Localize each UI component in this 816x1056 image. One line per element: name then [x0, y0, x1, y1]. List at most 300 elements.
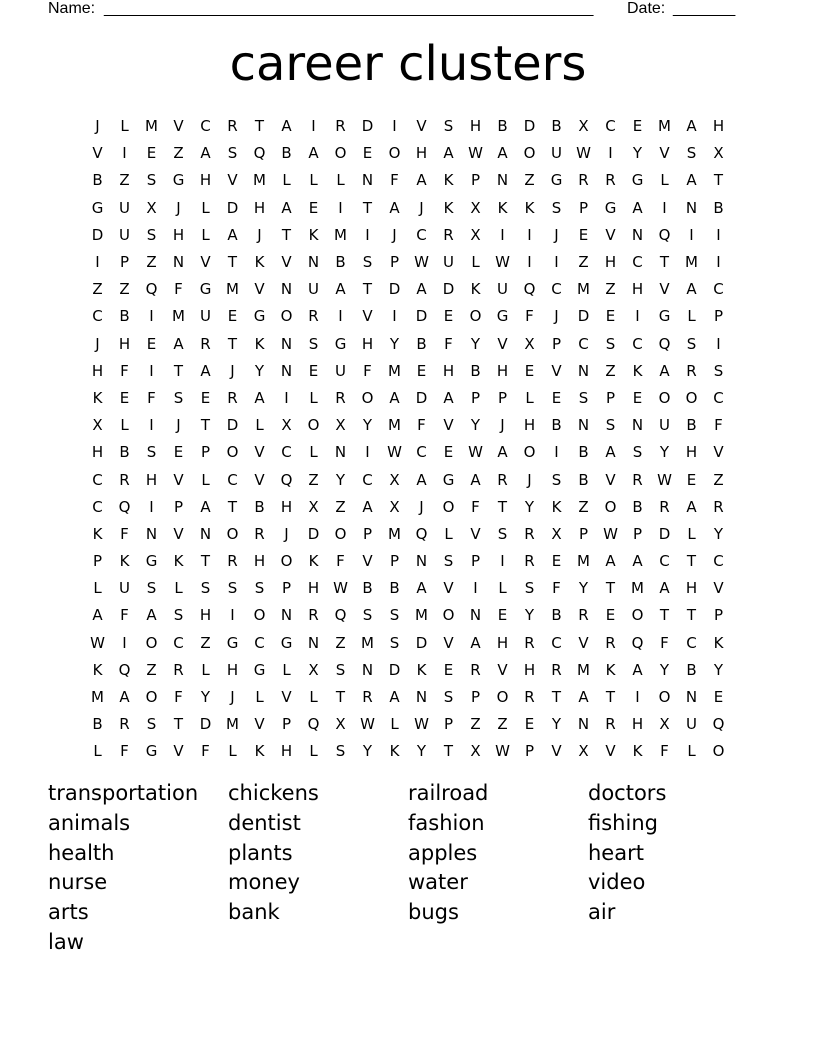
- grid-letter[interactable]: O: [334, 524, 347, 543]
- grid-letter[interactable]: B: [578, 470, 589, 489]
- grid-letter[interactable]: K: [551, 497, 562, 516]
- grid-letter[interactable]: B: [281, 144, 292, 163]
- grid-letter[interactable]: S: [443, 688, 454, 707]
- grid-letter[interactable]: S: [686, 144, 697, 163]
- grid-letter[interactable]: R: [659, 497, 670, 516]
- grid-letter[interactable]: C: [173, 633, 184, 652]
- grid-letter[interactable]: W: [333, 579, 348, 598]
- grid-letter[interactable]: G: [280, 633, 293, 652]
- grid-letter[interactable]: N: [496, 171, 509, 190]
- grid-letter[interactable]: F: [471, 497, 480, 516]
- grid-letter[interactable]: R: [227, 388, 238, 407]
- grid-letter[interactable]: K: [254, 334, 265, 353]
- grid-letter[interactable]: A: [92, 606, 103, 625]
- grid-letter[interactable]: N: [361, 660, 374, 679]
- grid-letter[interactable]: S: [389, 606, 400, 625]
- grid-letter[interactable]: T: [200, 552, 211, 571]
- grid-letter[interactable]: A: [443, 144, 454, 163]
- grid-letter[interactable]: H: [253, 552, 266, 571]
- grid-letter[interactable]: N: [415, 552, 428, 571]
- grid-letter[interactable]: T: [659, 253, 670, 272]
- grid-letter[interactable]: C: [605, 117, 616, 136]
- grid-letter[interactable]: K: [524, 198, 535, 217]
- grid-letter[interactable]: X: [308, 660, 319, 679]
- grid-letter[interactable]: L: [525, 388, 534, 407]
- grid-letter[interactable]: S: [713, 361, 724, 380]
- grid-letter[interactable]: P: [281, 579, 292, 598]
- grid-letter[interactable]: Y: [632, 144, 643, 163]
- grid-letter[interactable]: J: [392, 225, 397, 244]
- grid-letter[interactable]: L: [255, 416, 264, 435]
- grid-letter[interactable]: A: [200, 497, 211, 516]
- grid-letter[interactable]: F: [363, 361, 372, 380]
- grid-letter[interactable]: B: [362, 579, 373, 598]
- grid-letter[interactable]: Z: [146, 660, 157, 679]
- grid-letter[interactable]: N: [577, 416, 590, 435]
- grid-letter[interactable]: I: [338, 307, 343, 326]
- grid-letter[interactable]: W: [576, 144, 591, 163]
- grid-letter[interactable]: T: [659, 606, 670, 625]
- grid-letter[interactable]: V: [443, 579, 454, 598]
- grid-letter[interactable]: E: [308, 361, 319, 380]
- grid-letter[interactable]: I: [635, 307, 640, 326]
- grid-letter[interactable]: H: [199, 606, 212, 625]
- grid-letter[interactable]: A: [254, 388, 265, 407]
- grid-letter[interactable]: O: [280, 552, 293, 571]
- grid-letter[interactable]: Q: [280, 470, 293, 489]
- grid-letter[interactable]: Q: [145, 280, 158, 299]
- grid-letter[interactable]: Q: [334, 606, 347, 625]
- grid-letter[interactable]: H: [361, 334, 374, 353]
- grid-letter[interactable]: E: [443, 443, 454, 462]
- grid-letter[interactable]: B: [92, 171, 103, 190]
- grid-letter[interactable]: I: [149, 497, 154, 516]
- grid-letter[interactable]: S: [227, 579, 238, 598]
- grid-letter[interactable]: K: [443, 198, 454, 217]
- grid-letter[interactable]: G: [604, 198, 617, 217]
- grid-letter[interactable]: A: [686, 171, 697, 190]
- grid-letter[interactable]: R: [227, 552, 238, 571]
- grid-letter[interactable]: F: [336, 552, 345, 571]
- grid-letter[interactable]: G: [91, 198, 104, 217]
- grid-letter[interactable]: E: [443, 307, 454, 326]
- grid-letter[interactable]: Z: [173, 144, 184, 163]
- grid-letter[interactable]: F: [120, 524, 129, 543]
- grid-letter[interactable]: I: [392, 307, 397, 326]
- grid-letter[interactable]: D: [226, 198, 239, 217]
- grid-letter[interactable]: Z: [335, 633, 346, 652]
- grid-letter[interactable]: R: [605, 633, 616, 652]
- grid-letter[interactable]: F: [174, 280, 183, 299]
- grid-letter[interactable]: J: [230, 688, 235, 707]
- grid-letter[interactable]: I: [716, 253, 721, 272]
- grid-letter[interactable]: E: [524, 361, 535, 380]
- grid-letter[interactable]: W: [414, 253, 429, 272]
- grid-letter[interactable]: T: [605, 688, 616, 707]
- grid-letter[interactable]: E: [227, 307, 238, 326]
- grid-letter[interactable]: G: [550, 171, 563, 190]
- grid-letter[interactable]: F: [525, 307, 534, 326]
- grid-letter[interactable]: X: [92, 416, 103, 435]
- grid-letter[interactable]: P: [470, 552, 481, 571]
- grid-letter[interactable]: V: [173, 742, 184, 761]
- grid-letter[interactable]: W: [495, 742, 510, 761]
- grid-letter[interactable]: V: [443, 416, 454, 435]
- grid-letter[interactable]: Z: [524, 171, 535, 190]
- grid-letter[interactable]: L: [336, 171, 345, 190]
- grid-letter[interactable]: T: [173, 715, 184, 734]
- grid-letter[interactable]: F: [120, 361, 129, 380]
- grid-letter[interactable]: R: [524, 524, 535, 543]
- grid-letter[interactable]: V: [470, 524, 481, 543]
- grid-letter[interactable]: D: [199, 715, 212, 734]
- grid-letter[interactable]: Y: [713, 660, 724, 679]
- grid-letter[interactable]: V: [362, 552, 373, 571]
- grid-letter[interactable]: B: [254, 497, 265, 516]
- grid-letter[interactable]: Z: [578, 497, 589, 516]
- grid-letter[interactable]: D: [91, 225, 104, 244]
- grid-letter[interactable]: L: [201, 660, 210, 679]
- grid-letter[interactable]: K: [497, 198, 508, 217]
- grid-letter[interactable]: L: [120, 416, 129, 435]
- grid-letter[interactable]: O: [145, 688, 158, 707]
- grid-letter[interactable]: I: [284, 388, 289, 407]
- grid-letter[interactable]: M: [388, 524, 401, 543]
- grid-letter[interactable]: S: [389, 633, 400, 652]
- grid-letter[interactable]: O: [442, 497, 455, 516]
- grid-letter[interactable]: N: [361, 171, 374, 190]
- grid-letter[interactable]: B: [416, 334, 427, 353]
- grid-letter[interactable]: M: [577, 660, 590, 679]
- grid-letter[interactable]: C: [416, 225, 427, 244]
- grid-letter[interactable]: R: [497, 470, 508, 489]
- grid-letter[interactable]: O: [658, 388, 671, 407]
- grid-letter[interactable]: P: [92, 552, 103, 571]
- grid-letter[interactable]: S: [686, 334, 697, 353]
- grid-letter[interactable]: O: [334, 144, 347, 163]
- grid-letter[interactable]: C: [200, 117, 211, 136]
- grid-letter[interactable]: P: [470, 171, 481, 190]
- grid-letter[interactable]: B: [632, 497, 643, 516]
- grid-letter[interactable]: A: [200, 144, 211, 163]
- grid-letter[interactable]: V: [281, 253, 292, 272]
- grid-letter[interactable]: L: [309, 688, 318, 707]
- grid-letter[interactable]: K: [389, 742, 400, 761]
- grid-letter[interactable]: D: [577, 307, 590, 326]
- grid-letter[interactable]: B: [551, 416, 562, 435]
- grid-letter[interactable]: A: [335, 280, 346, 299]
- grid-letter[interactable]: A: [416, 171, 427, 190]
- grid-letter[interactable]: A: [281, 117, 292, 136]
- grid-letter[interactable]: V: [578, 633, 589, 652]
- grid-letter[interactable]: J: [500, 416, 505, 435]
- grid-letter[interactable]: Y: [416, 742, 427, 761]
- grid-letter[interactable]: T: [497, 497, 508, 516]
- grid-letter[interactable]: N: [577, 715, 590, 734]
- grid-letter[interactable]: L: [309, 171, 318, 190]
- grid-letter[interactable]: N: [469, 606, 482, 625]
- grid-letter[interactable]: S: [632, 443, 643, 462]
- grid-letter[interactable]: S: [146, 579, 157, 598]
- grid-letter[interactable]: R: [713, 497, 724, 516]
- grid-letter[interactable]: F: [120, 606, 129, 625]
- grid-letter[interactable]: L: [687, 524, 696, 543]
- grid-letter[interactable]: S: [551, 198, 562, 217]
- grid-letter[interactable]: H: [307, 579, 320, 598]
- grid-letter[interactable]: T: [335, 688, 346, 707]
- grid-letter[interactable]: V: [281, 688, 292, 707]
- grid-letter[interactable]: Q: [253, 144, 266, 163]
- grid-letter[interactable]: W: [468, 443, 483, 462]
- grid-letter[interactable]: S: [443, 117, 454, 136]
- grid-letter[interactable]: X: [578, 742, 589, 761]
- grid-letter[interactable]: R: [308, 307, 319, 326]
- grid-letter[interactable]: G: [226, 633, 239, 652]
- grid-letter[interactable]: S: [146, 443, 157, 462]
- grid-letter[interactable]: F: [390, 171, 399, 190]
- grid-letter[interactable]: P: [389, 552, 400, 571]
- grid-letter[interactable]: N: [307, 253, 320, 272]
- grid-letter[interactable]: F: [444, 334, 453, 353]
- grid-letter[interactable]: C: [416, 443, 427, 462]
- grid-letter[interactable]: X: [713, 144, 724, 163]
- grid-letter[interactable]: C: [92, 497, 103, 516]
- grid-letter[interactable]: I: [689, 225, 694, 244]
- grid-letter[interactable]: W: [387, 443, 402, 462]
- grid-letter[interactable]: N: [577, 361, 590, 380]
- grid-letter[interactable]: Y: [470, 334, 481, 353]
- grid-letter[interactable]: R: [470, 660, 481, 679]
- grid-letter[interactable]: F: [120, 742, 129, 761]
- grid-letter[interactable]: O: [685, 388, 698, 407]
- grid-letter[interactable]: I: [527, 225, 532, 244]
- grid-letter[interactable]: B: [713, 198, 724, 217]
- grid-letter[interactable]: C: [92, 307, 103, 326]
- grid-letter[interactable]: I: [365, 225, 370, 244]
- grid-letter[interactable]: S: [308, 334, 319, 353]
- grid-letter[interactable]: Q: [415, 524, 428, 543]
- grid-letter[interactable]: K: [308, 225, 319, 244]
- grid-letter[interactable]: P: [632, 524, 643, 543]
- grid-letter[interactable]: X: [389, 470, 400, 489]
- grid-letter[interactable]: F: [147, 388, 156, 407]
- grid-letter[interactable]: R: [632, 470, 643, 489]
- grid-letter[interactable]: U: [119, 579, 130, 598]
- grid-letter[interactable]: O: [631, 606, 644, 625]
- grid-letter[interactable]: X: [470, 225, 481, 244]
- grid-letter[interactable]: I: [149, 361, 154, 380]
- grid-letter[interactable]: P: [551, 334, 562, 353]
- grid-letter[interactable]: K: [443, 171, 454, 190]
- grid-letter[interactable]: H: [685, 579, 698, 598]
- grid-letter[interactable]: M: [334, 225, 347, 244]
- grid-letter[interactable]: L: [687, 307, 696, 326]
- grid-letter[interactable]: P: [443, 715, 454, 734]
- grid-letter[interactable]: Y: [578, 579, 589, 598]
- grid-letter[interactable]: A: [578, 688, 589, 707]
- grid-letter[interactable]: U: [443, 253, 454, 272]
- grid-letter[interactable]: A: [173, 334, 184, 353]
- grid-letter[interactable]: R: [362, 688, 373, 707]
- grid-letter[interactable]: S: [254, 579, 265, 598]
- grid-letter[interactable]: S: [173, 606, 184, 625]
- grid-letter[interactable]: E: [632, 117, 643, 136]
- grid-letter[interactable]: G: [658, 307, 671, 326]
- grid-letter[interactable]: Z: [713, 470, 724, 489]
- grid-letter[interactable]: S: [146, 171, 157, 190]
- grid-letter[interactable]: L: [174, 579, 183, 598]
- grid-letter[interactable]: I: [527, 253, 532, 272]
- grid-letter[interactable]: T: [713, 171, 724, 190]
- grid-letter[interactable]: X: [524, 334, 535, 353]
- grid-letter[interactable]: R: [524, 633, 535, 652]
- grid-letter[interactable]: I: [338, 198, 343, 217]
- grid-letter[interactable]: F: [174, 688, 183, 707]
- grid-letter[interactable]: V: [173, 524, 184, 543]
- grid-letter[interactable]: B: [578, 443, 589, 462]
- grid-letter[interactable]: Q: [523, 280, 536, 299]
- grid-letter[interactable]: S: [335, 660, 346, 679]
- grid-letter[interactable]: K: [92, 660, 103, 679]
- grid-letter[interactable]: W: [90, 633, 105, 652]
- grid-letter[interactable]: P: [524, 742, 535, 761]
- grid-letter[interactable]: Q: [118, 497, 131, 516]
- grid-letter[interactable]: S: [227, 144, 238, 163]
- grid-letter[interactable]: B: [335, 253, 346, 272]
- grid-letter[interactable]: A: [632, 198, 643, 217]
- grid-letter[interactable]: B: [551, 117, 562, 136]
- grid-letter[interactable]: M: [658, 117, 671, 136]
- grid-letter[interactable]: K: [254, 742, 265, 761]
- grid-letter[interactable]: I: [554, 443, 559, 462]
- grid-letter[interactable]: L: [309, 388, 318, 407]
- grid-letter[interactable]: N: [334, 443, 347, 462]
- grid-letter[interactable]: L: [309, 443, 318, 462]
- grid-letter[interactable]: L: [309, 742, 318, 761]
- grid-letter[interactable]: T: [686, 552, 697, 571]
- grid-letter[interactable]: C: [659, 552, 670, 571]
- grid-letter[interactable]: I: [554, 253, 559, 272]
- grid-letter[interactable]: J: [554, 307, 559, 326]
- grid-letter[interactable]: E: [524, 715, 535, 734]
- grid-letter[interactable]: I: [716, 225, 721, 244]
- grid-letter[interactable]: J: [257, 225, 262, 244]
- grid-letter[interactable]: N: [631, 416, 644, 435]
- grid-letter[interactable]: Z: [308, 470, 319, 489]
- grid-letter[interactable]: R: [335, 388, 346, 407]
- grid-letter[interactable]: I: [608, 144, 613, 163]
- grid-letter[interactable]: R: [605, 171, 616, 190]
- grid-letter[interactable]: Q: [658, 334, 671, 353]
- grid-letter[interactable]: A: [686, 117, 697, 136]
- grid-letter[interactable]: A: [659, 361, 670, 380]
- grid-letter[interactable]: A: [389, 688, 400, 707]
- grid-letter[interactable]: I: [500, 225, 505, 244]
- grid-letter[interactable]: K: [173, 552, 184, 571]
- grid-letter[interactable]: W: [495, 253, 510, 272]
- grid-letter[interactable]: G: [199, 280, 212, 299]
- grid-letter[interactable]: W: [360, 715, 375, 734]
- grid-letter[interactable]: A: [497, 144, 508, 163]
- grid-letter[interactable]: J: [176, 198, 181, 217]
- grid-letter[interactable]: X: [578, 117, 589, 136]
- grid-letter[interactable]: N: [307, 633, 320, 652]
- grid-letter[interactable]: Z: [605, 280, 616, 299]
- grid-letter[interactable]: I: [365, 443, 370, 462]
- grid-letter[interactable]: V: [497, 334, 508, 353]
- grid-letter[interactable]: H: [523, 660, 536, 679]
- grid-letter[interactable]: B: [551, 606, 562, 625]
- grid-letter[interactable]: X: [470, 198, 481, 217]
- grid-letter[interactable]: Y: [659, 660, 670, 679]
- grid-letter[interactable]: V: [254, 715, 265, 734]
- grid-letter[interactable]: I: [311, 117, 316, 136]
- grid-letter[interactable]: R: [308, 606, 319, 625]
- grid-letter[interactable]: M: [577, 280, 590, 299]
- grid-letter[interactable]: U: [308, 280, 319, 299]
- grid-letter[interactable]: W: [657, 470, 672, 489]
- grid-letter[interactable]: D: [442, 280, 455, 299]
- grid-letter[interactable]: H: [199, 171, 212, 190]
- grid-letter[interactable]: C: [227, 470, 238, 489]
- grid-letter[interactable]: I: [122, 633, 127, 652]
- grid-letter[interactable]: V: [497, 660, 508, 679]
- grid-letter[interactable]: O: [496, 688, 509, 707]
- grid-letter[interactable]: E: [686, 470, 697, 489]
- grid-letter[interactable]: B: [497, 117, 508, 136]
- grid-letter[interactable]: H: [118, 334, 131, 353]
- grid-letter[interactable]: Y: [200, 688, 211, 707]
- grid-letter[interactable]: N: [280, 606, 293, 625]
- grid-letter[interactable]: S: [524, 579, 535, 598]
- grid-letter[interactable]: D: [415, 307, 428, 326]
- grid-letter[interactable]: M: [388, 416, 401, 435]
- grid-letter[interactable]: A: [659, 579, 670, 598]
- grid-letter[interactable]: B: [470, 361, 481, 380]
- grid-letter[interactable]: R: [578, 171, 589, 190]
- grid-letter[interactable]: A: [416, 280, 427, 299]
- grid-letter[interactable]: V: [605, 742, 616, 761]
- grid-letter[interactable]: Y: [659, 443, 670, 462]
- grid-letter[interactable]: A: [308, 144, 319, 163]
- grid-letter[interactable]: U: [119, 225, 130, 244]
- grid-letter[interactable]: Y: [254, 361, 265, 380]
- grid-letter[interactable]: K: [470, 280, 481, 299]
- grid-letter[interactable]: S: [173, 388, 184, 407]
- grid-letter[interactable]: Y: [362, 416, 373, 435]
- grid-letter[interactable]: D: [226, 416, 239, 435]
- grid-letter[interactable]: O: [469, 307, 482, 326]
- grid-letter[interactable]: A: [605, 552, 616, 571]
- grid-letter[interactable]: S: [605, 416, 616, 435]
- grid-letter[interactable]: S: [335, 742, 346, 761]
- grid-letter[interactable]: Y: [524, 497, 535, 516]
- grid-letter[interactable]: Q: [631, 633, 644, 652]
- grid-letter[interactable]: E: [146, 144, 157, 163]
- grid-letter[interactable]: I: [149, 416, 154, 435]
- grid-letter[interactable]: J: [554, 225, 559, 244]
- grid-letter[interactable]: B: [119, 443, 130, 462]
- grid-letter[interactable]: H: [226, 660, 239, 679]
- grid-letter[interactable]: P: [497, 388, 508, 407]
- grid-letter[interactable]: M: [361, 633, 374, 652]
- grid-letter[interactable]: E: [416, 361, 427, 380]
- grid-letter[interactable]: I: [635, 688, 640, 707]
- grid-letter[interactable]: S: [497, 524, 508, 543]
- grid-letter[interactable]: A: [416, 470, 427, 489]
- grid-letter[interactable]: T: [686, 606, 697, 625]
- grid-letter[interactable]: F: [714, 416, 723, 435]
